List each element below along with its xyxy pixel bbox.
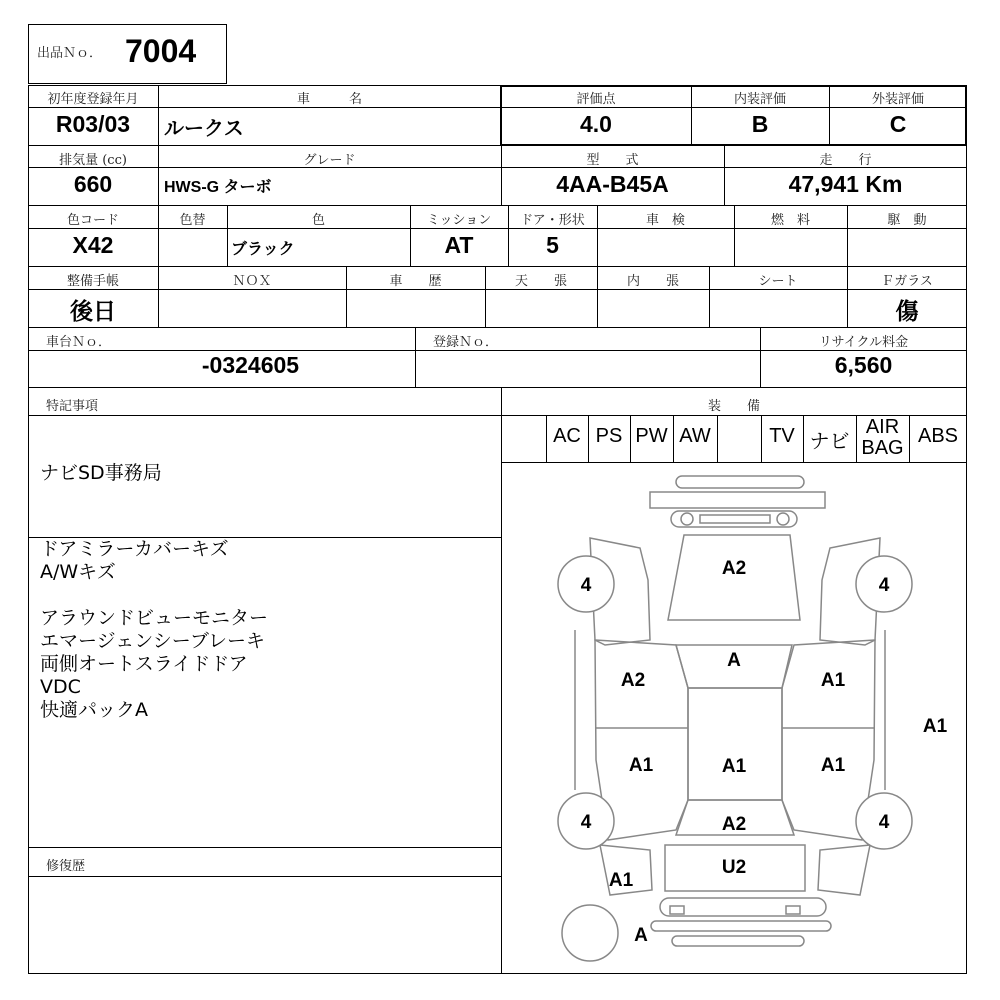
car-name-value: ルークス <box>164 118 244 140</box>
first-registration-label: 初年度登録年月 <box>47 92 139 107</box>
right-door-mark: A1 <box>820 755 846 776</box>
interior-trim-label: 内 張 <box>626 274 679 289</box>
left-door-mark: A1 <box>628 755 654 776</box>
equipment-abs: ABS <box>917 425 959 447</box>
inspection-label: 車 検 <box>645 213 685 228</box>
fuel-label: 燃 料 <box>770 213 810 228</box>
notes-line: エマージェンシーブレーキ <box>40 630 266 652</box>
car-damage-diagram <box>501 462 967 974</box>
color-change-label: 色替 <box>179 213 206 228</box>
interior-grade-label: 内装評価 <box>733 92 786 107</box>
notes-line: 快適パックA <box>40 699 148 721</box>
lot-number-value: 7004 <box>125 33 197 69</box>
left-fender-mark: A2 <box>620 670 646 691</box>
tire-fl-mark: 4 <box>580 575 592 596</box>
grade-value: HWS-G ターボ <box>164 179 272 196</box>
mileage-value: 47,941 Km <box>788 171 903 197</box>
headliner-label: 天 張 <box>514 274 567 289</box>
repair-history-label: 修復歴 <box>46 859 86 874</box>
model-label: 型 式 <box>586 153 639 168</box>
tire-rl-mark: 4 <box>580 812 592 833</box>
exterior-grade-label: 外装評価 <box>871 92 924 107</box>
equipment-pw: PW <box>635 425 668 447</box>
front-window-mark: A <box>727 650 741 671</box>
notes-text-list <box>40 538 268 722</box>
car-name-label: 車 名 <box>296 92 362 107</box>
notes-line: VDC <box>40 676 81 698</box>
chassis-number-label: 車台Ｎｏ． <box>46 335 112 350</box>
notes-line: ナビSD事務局 <box>40 462 162 484</box>
lot-number-label: 出品Ｎｏ． <box>37 46 103 61</box>
spare-mark: A <box>634 925 648 946</box>
roof-mark: A1 <box>721 756 747 777</box>
color-label: 色 <box>311 213 325 228</box>
displacement-value: 660 <box>73 171 113 197</box>
lot-number-box <box>28 24 227 84</box>
equipment-ac: AC <box>553 425 581 447</box>
interior-grade-value: B <box>751 111 769 137</box>
notes-line: ドアミラーカバーキズ <box>40 538 229 560</box>
transmission-label: ミッション <box>426 213 492 228</box>
equipment-tv: TV <box>769 425 795 447</box>
notes-line: アラウンドビューモニター <box>40 607 269 629</box>
registration-number-label: 登録Ｎｏ． <box>433 335 499 350</box>
color-code-value: X42 <box>72 232 114 258</box>
color-value: ブラック <box>231 241 295 258</box>
front-glass-value: 傷 <box>895 298 919 324</box>
nox-label: ＮＯＸ <box>232 274 272 289</box>
score-value: 4.0 <box>580 111 612 137</box>
exterior-grade-value: C <box>889 111 907 137</box>
right-fender-mark: A1 <box>820 670 846 691</box>
transmission-value: AT <box>444 232 474 258</box>
notes-line: A/Wキズ <box>40 561 116 583</box>
notes-line: 両側オートスライドドア <box>40 653 248 675</box>
notes-line <box>40 584 268 607</box>
recycle-fee-label: リサイクル料金 <box>818 335 909 350</box>
drive-label: 駆 動 <box>887 213 927 228</box>
score-label: 評価点 <box>576 92 616 107</box>
rear-window-mark: A2 <box>721 814 747 835</box>
service-book-value: 後日 <box>70 298 116 324</box>
first-registration-value: R03/03 <box>55 111 131 137</box>
trunk-mark: U2 <box>721 857 747 878</box>
recycle-fee-value: 6,560 <box>834 352 893 378</box>
front-glass-label: Ｆガラス <box>881 274 933 289</box>
grade-label: グレード <box>303 153 356 168</box>
displacement-label: 排気量 (cc) <box>59 153 127 168</box>
doors-value: 5 <box>546 232 559 258</box>
mileage-label: 走 行 <box>819 153 872 168</box>
notes-text-top <box>40 462 162 485</box>
notes-label: 特記事項 <box>46 399 99 414</box>
seat-label: シート <box>758 274 798 289</box>
chassis-number-value: -0324605 <box>201 352 300 378</box>
left-rear-mark: A1 <box>608 870 634 891</box>
doors-label: ドア・形状 <box>520 213 585 228</box>
service-book-label: 整備手帳 <box>66 274 119 289</box>
equipment-label: 装 備 <box>707 399 760 414</box>
hood-mark: A2 <box>721 558 747 579</box>
tire-rr-mark: 4 <box>878 812 890 833</box>
equipment-airbag: AIR BAG <box>861 416 904 459</box>
right-side-mark: A1 <box>922 716 948 737</box>
history-label: 車 歴 <box>389 274 442 289</box>
tire-fr-mark: 4 <box>878 575 890 596</box>
model-value: 4AA-B45A <box>556 171 669 197</box>
equipment-navi: ナビ <box>809 431 850 453</box>
equipment-ps: PS <box>595 425 623 447</box>
color-code-label: 色コード <box>66 213 119 228</box>
equipment-aw: AW <box>679 425 711 447</box>
